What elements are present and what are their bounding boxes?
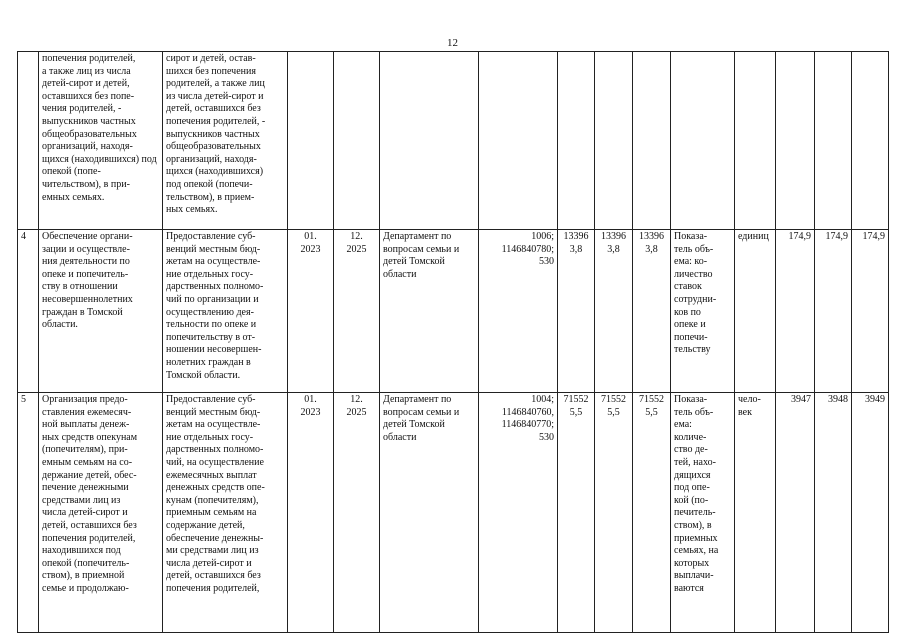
cell-code [479,52,558,230]
cell-description: Предоставление суб- венций местным бюд- жетам на осуществле- ние отдельных госу- дарственных полномо- чий по организации и осуществлению дея- тельности по опеке и попечительству в от- ношении несовершен- нолетних граждан в Томской области. [163,230,288,393]
cell-value-1: 13396 3,8 [558,230,595,393]
cell-indicator: Показа- тель объ- ема: ко- личество ставок сотрудни- ков по опеке и попечи- тельству [671,230,735,393]
cell-end-date: 12. 2025 [334,393,380,633]
cell-value-2: 71552 5,5 [595,393,633,633]
cell-value-2 [595,52,633,230]
cell-num: 5 [18,393,39,633]
cell-qty-3: 174,9 [852,230,889,393]
cell-indicator: Показа- тель объ- ема: количе- ство де- тей, нахо- дящихся под опе- кой (по- печитель- ством), в приемных семьях, на которых выплачи- ваются [671,393,735,633]
cell-num: 4 [18,230,39,393]
cell-name: Обеспечение органи- зации и осуществле- ния деятельности по опеке и попечитель- ству в отношении несовершеннолетних граждан в Томской области. [39,230,163,393]
cell-code: 1004; 1146840760, 1146840770; 530 [479,393,558,633]
cell-start-date: 01. 2023 [288,393,334,633]
cell-start-date: 01. 2023 [288,230,334,393]
cell-unit [735,52,776,230]
cell-qty-1: 174,9 [776,230,815,393]
cell-end-date [334,52,380,230]
cell-qty-1 [776,52,815,230]
cell-value-3: 13396 3,8 [633,230,671,393]
cell-value-1 [558,52,595,230]
cell-department [380,52,479,230]
cell-end-date: 12. 2025 [334,230,380,393]
cell-value-3: 71552 5,5 [633,393,671,633]
table-row [18,230,889,393]
cell-start-date [288,52,334,230]
cell-num [18,52,39,230]
cell-qty-2 [815,52,852,230]
cell-qty-2: 174,9 [815,230,852,393]
program-table [17,51,889,633]
table-row [18,52,889,230]
cell-qty-3: 3949 [852,393,889,633]
cell-value-3 [633,52,671,230]
cell-code: 1006; 1146840780; 530 [479,230,558,393]
cell-description: сирот и детей, остав- шихся без попечения родителей, а также лиц из числа детей-сирот и детей, оставшихся без попечения родителей, - выпускников частных общеобразовательных организаций, находя- щихся (находившихся) под опекой (попечи- тельством), в прием- ных семьях. [163,52,288,230]
cell-name: Организация предо- ставления ежемесяч- ной выплаты денеж- ных средств опекунам (попечителям), при- емным семьям на со- держание детей, обес- печение денежными средствами лиц из числа детей-сирот и детей, оставшихся без попечения родителей, находившихся под опекой (попечитель- ством), в приемной семье и продолжаю- [39,393,163,633]
cell-department: Департамент по вопросам семьи и детей Томской области [380,230,479,393]
cell-name: попечения родителей, а также лиц из числа детей-сирот и детей, оставшихся без попе- чения родителей, - выпускников частных общеобразовательных организаций, находя- щихся (находившихся) под опекой (попе- чительством), в при- емных семьях. [39,52,163,230]
page-number: 12 [447,37,458,49]
cell-value-1: 71552 5,5 [558,393,595,633]
cell-qty-3 [852,52,889,230]
cell-qty-2: 3948 [815,393,852,633]
cell-qty-1: 3947 [776,393,815,633]
cell-value-2: 13396 3,8 [595,230,633,393]
cell-description: Предоставление суб- венций местным бюд- жетам на осуществле- ние отдельных госу- дарственных полномо- чий, на осуществление ежемесячных выплат денежных средств опе- кунам (попечителям), приемным семьям на содержание детей, обеспечение денежны- ми средствами лиц из числа детей-сирот и детей, оставшихся без попечения родителей, [163,393,288,633]
table-row [18,393,889,633]
cell-unit: чело- век [735,393,776,633]
cell-department: Департамент по вопросам семьи и детей Томской области [380,393,479,633]
cell-indicator [671,52,735,230]
cell-unit: единиц [735,230,776,393]
